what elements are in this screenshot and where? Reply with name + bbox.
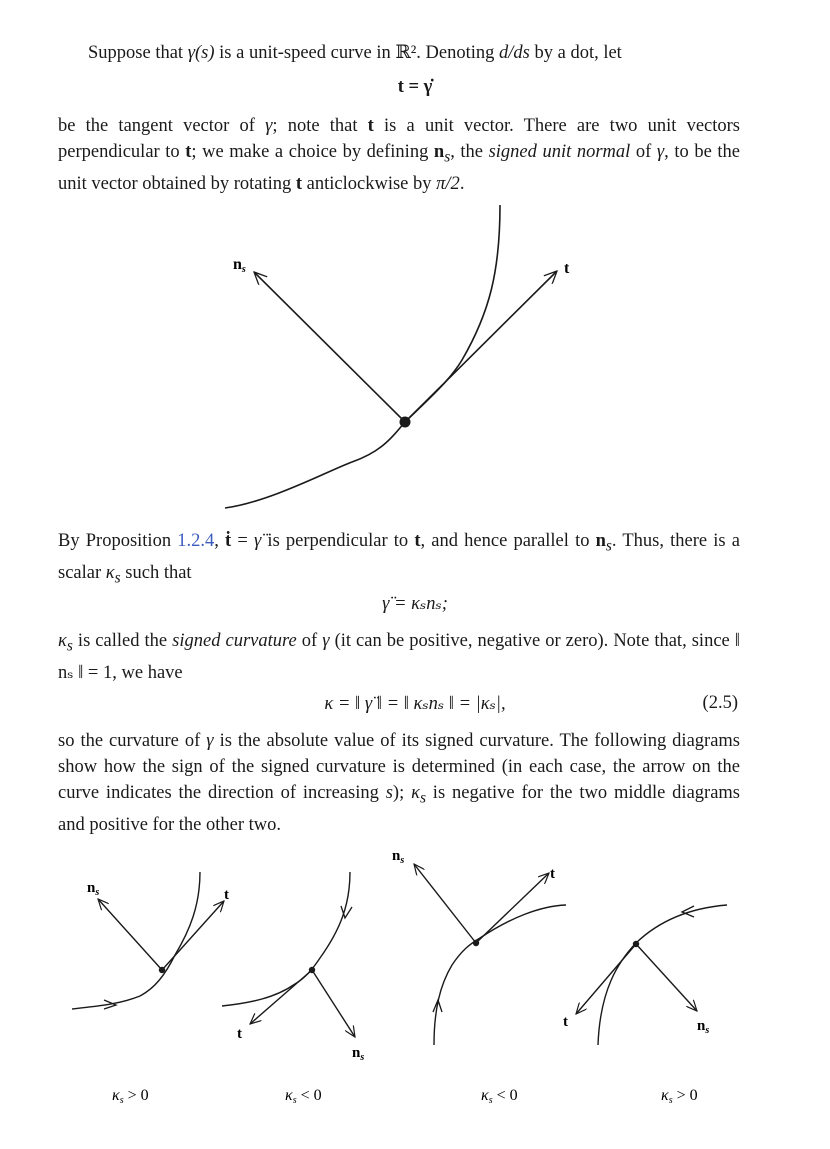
text: ); <box>392 783 412 803</box>
text: of <box>296 631 323 651</box>
n-vector: n <box>433 142 445 162</box>
subscript: s <box>66 637 73 655</box>
t-label: t <box>564 260 570 277</box>
diagram-4-t-label: t <box>563 1014 568 1030</box>
text: , to be the unit vector obtained by rotating <box>58 142 740 194</box>
subscript: s <box>605 537 612 555</box>
text: be the tangent vector of <box>58 116 266 136</box>
diagram-2-ns-arrow <box>312 970 355 1037</box>
text: ; we make a choice by defining <box>191 142 434 162</box>
text: is called the <box>72 631 173 651</box>
text: . <box>459 173 465 194</box>
gamma: γ <box>206 731 214 751</box>
subscript: s <box>114 569 121 587</box>
text: By Proposition <box>58 531 178 551</box>
t-vector: t <box>295 173 303 194</box>
text: is negative for the two middle diagrams and positive for the other two. <box>58 783 740 835</box>
kappa: κ <box>58 631 67 651</box>
proposition-reference-link[interactable]: 1.2.4 <box>177 531 215 551</box>
t-vector: t <box>367 116 374 136</box>
diagram-4-curve <box>598 905 727 1045</box>
equation-number: (2.5) <box>702 693 738 713</box>
kappa: κ <box>105 562 115 583</box>
diagram-2-point <box>309 967 315 973</box>
text: (it can be positive, negative or zero). Note that, since <box>329 631 735 651</box>
diagram-3-ns-label: $n_s$ <box>392 848 405 866</box>
diagram-1-t-label: t <box>224 887 229 903</box>
norm-expression: ‖ nₛ ‖ = 1 <box>58 631 740 683</box>
diagram-2-curve <box>222 872 350 1006</box>
diagram-1-point <box>159 967 165 973</box>
text: by a dot, let <box>529 43 622 63</box>
gamma: γ <box>265 116 273 136</box>
equation-text: κ = ‖ γ̈ ‖ = ‖ κₛnₛ ‖ = |κₛ|, <box>324 694 506 714</box>
text: , the <box>450 142 489 162</box>
diagram-1 <box>72 872 229 1009</box>
text: is a unit-speed curve in <box>214 43 396 63</box>
diagram-1-ns-label: $n_s$ <box>87 880 100 898</box>
diagram-2-ns-label: $n_s$ <box>352 1045 365 1063</box>
main-curve <box>225 205 500 508</box>
equation-text: t = γ̇ <box>397 77 433 97</box>
t-vector: t <box>185 142 192 162</box>
signed-curvature-paragraph <box>58 628 740 686</box>
text: is the absolute value of its signed curvature. The following diagrams show how the sign of the signed curvature is determined (in each case, the arrow on the curve indicates the direction of increasing <box>58 731 740 803</box>
text: , <box>214 531 226 551</box>
text: . Denoting <box>416 43 500 63</box>
diagram-3-point <box>473 940 479 946</box>
text: , and hence parallel to <box>420 531 596 551</box>
diagram-1-ns-arrow <box>98 899 162 970</box>
diagram-3-curve <box>434 905 566 1045</box>
term-signed-curvature: signed curvature <box>172 631 297 651</box>
diagram-2-t-arrow <box>250 970 312 1024</box>
s-variable: s <box>385 783 393 803</box>
t-vector: t <box>414 531 421 551</box>
subscript: s <box>444 148 451 166</box>
text: so the curvature of <box>58 731 207 751</box>
diagram-4-point <box>633 941 639 947</box>
caption-diagram-3: κs < 0 <box>481 1087 518 1106</box>
text: of <box>630 142 657 162</box>
r2-symbol: ℝ² <box>395 43 417 63</box>
gamma-ddot: γ̈ <box>253 531 262 551</box>
caption-diagram-1: κs > 0 <box>112 1087 149 1106</box>
text: , we have <box>112 662 183 683</box>
gamma-of-s: γ(s) <box>187 43 215 63</box>
t-vector-arrow <box>405 271 557 422</box>
proposition-paragraph <box>58 528 740 591</box>
diagram-2 <box>222 872 364 1063</box>
subscript: s <box>419 789 426 807</box>
text: such that <box>120 562 192 583</box>
diagram-4-ns-label: $n_s$ <box>697 1018 710 1036</box>
equation-text: γ̈ = κₛnₛ; <box>382 594 448 614</box>
equation-signed-curvature <box>0 593 830 615</box>
text: is a unit vector. There are two unit vectors perpendicular to <box>58 116 740 162</box>
text: anticlockwise by <box>302 173 437 194</box>
text: Suppose that <box>88 43 188 63</box>
diagram-4-t-arrow <box>576 944 636 1014</box>
angle: π/2 <box>436 173 460 194</box>
term-signed-unit-normal: signed unit normal <box>488 142 631 162</box>
caption-diagram-4: κs > 0 <box>661 1087 698 1106</box>
diagram-1-t-arrow <box>162 901 224 970</box>
kappa: κ <box>411 783 420 803</box>
text: . Thus, there is a scalar <box>58 531 740 583</box>
text: ; note that <box>272 116 368 136</box>
diagram-3-t-arrow <box>476 873 549 943</box>
diagram-3-ns-arrow <box>414 864 476 943</box>
t-dot: ṫ <box>225 531 232 551</box>
diagram-4-ns-arrow <box>636 944 697 1011</box>
point-on-curve <box>400 417 411 428</box>
ns-vector-arrow <box>254 272 405 422</box>
diagram-3-t-label: t <box>550 866 555 882</box>
gamma: γ <box>656 142 665 162</box>
ns-label: ns <box>233 256 246 275</box>
text: = <box>231 531 254 551</box>
diagram-2-t-label: t <box>237 1026 242 1042</box>
caption-diagram-2: κs < 0 <box>285 1087 322 1106</box>
gamma: γ <box>322 631 330 651</box>
diagram-4 <box>563 905 727 1045</box>
text: is perpendicular to <box>261 531 415 551</box>
diagrams-paragraph <box>58 728 740 838</box>
diagram-3 <box>392 848 566 1045</box>
n-vector: n <box>595 531 606 551</box>
d-ds: d/ds <box>499 43 530 63</box>
